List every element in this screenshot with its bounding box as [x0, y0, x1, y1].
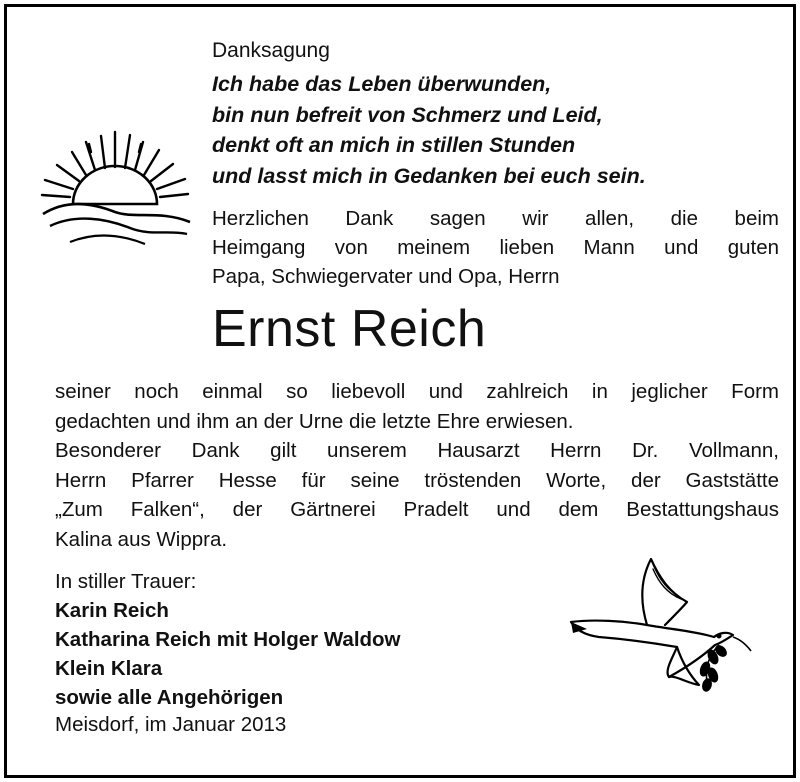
poem	[212, 69, 646, 191]
mourner-name: Klein Klara	[55, 657, 163, 680]
sunrise-icon	[35, 122, 195, 247]
body-line: „Zum Falken“, der Gärtnerei Pradelt und dem Bestattungshaus	[55, 498, 779, 521]
thanks-line: Heimgang von meinem lieben Mann und guten	[212, 236, 779, 259]
poem-line: denkt oft an mich in stillen Stunden	[212, 133, 576, 157]
mourning-intro: In stiller Trauer:	[55, 570, 197, 593]
body-line: Kalina aus Wippra.	[55, 527, 228, 551]
deceased-name: Ernst Reich	[212, 300, 487, 358]
body-paragraph	[55, 377, 779, 554]
mourner-name: sowie alle Angehörigen	[55, 686, 284, 709]
dove-icon	[569, 547, 754, 697]
heading: Danksagung	[212, 39, 330, 62]
body-line: Besonderer Dank gilt unserem Hausarzt Herrn Dr. Vollmann,	[55, 439, 779, 462]
thanks-paragraph	[212, 204, 779, 291]
mourner-name: Katharina Reich mit Holger Waldow	[55, 628, 401, 651]
poem-line: und lasst mich in Gedanken bei euch sein.	[212, 163, 646, 188]
thanks-line: Papa, Schwiegervater und Opa, Herrn	[212, 265, 560, 288]
poem-line: bin nun befreit von Schmerz und Leid,	[212, 102, 603, 127]
body-line: gedachten und ihm an der Urne die letzte Ehre erwiesen.	[55, 409, 574, 433]
obituary-card	[4, 4, 796, 778]
mourners-block	[55, 567, 401, 712]
body-line: seiner noch einmal so liebevoll und zahlreich in jeglicher Form	[55, 380, 779, 403]
place-date: Meisdorf, im Januar 2013	[55, 713, 287, 736]
mourner-name: Karin Reich	[55, 599, 169, 622]
body-line: Herrn Pfarrer Hesse für seine tröstenden Worte, der Gaststätte	[55, 468, 779, 492]
thanks-line: Herzlichen Dank sagen wir allen, die beim	[212, 207, 779, 230]
poem-line: Ich habe das Leben überwunden,	[212, 72, 552, 96]
